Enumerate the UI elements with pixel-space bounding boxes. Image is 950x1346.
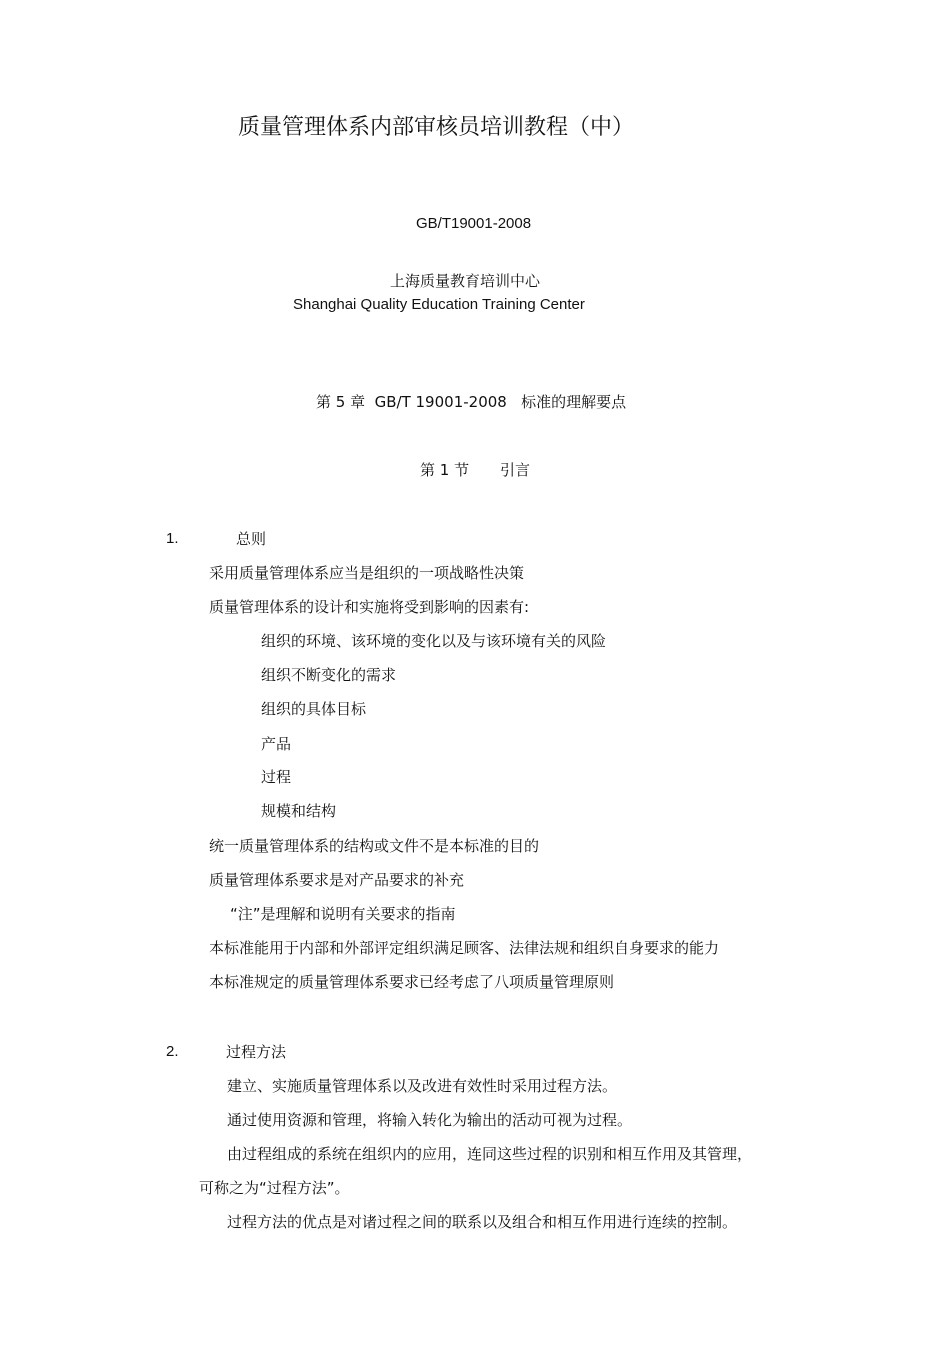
- page-title: 质量管理体系内部审核员培训教程（中）: [238, 115, 635, 140]
- paragraph: 通过使用资源和管理，将输入转化为输出的活动可视为过程。: [227, 1111, 633, 1129]
- paragraph: 采用质量管理体系应当是组织的一项战略性决策: [209, 564, 525, 582]
- paragraph: 建立、实施质量管理体系以及改进有效性时采用过程方法。: [227, 1077, 618, 1095]
- item-heading-1: 总则: [236, 530, 267, 548]
- org-name-en: Shanghai Quality Education Training Center: [293, 296, 585, 313]
- factor-item: 组织不断变化的需求: [261, 666, 397, 684]
- item-number-1: 1.: [166, 530, 179, 547]
- paragraph: 本标准规定的质量管理体系要求已经考虑了八项质量管理原则: [209, 973, 615, 991]
- paragraph: 本标准能用于内部和外部评定组织满足顾客、法律法规和组织自身要求的能力: [209, 939, 720, 957]
- item-heading-2: 过程方法: [226, 1043, 287, 1061]
- paragraph: 过程方法的优点是对诸过程之间的联系以及组合和相互作用进行连续的控制。: [227, 1213, 738, 1231]
- section-number: 第 1 节: [420, 461, 470, 479]
- factor-item: 过程: [261, 768, 292, 786]
- item-number-2: 2.: [166, 1043, 179, 1060]
- paragraph: 可称之为“过程方法”。: [199, 1179, 350, 1197]
- paragraph: 质量管理体系要求是对产品要求的补充: [209, 871, 465, 889]
- section-title: 引言: [500, 461, 531, 479]
- standard-code: GB/T19001-2008: [416, 215, 532, 232]
- chapter-heading: 第 5 章 GB/T 19001-2008 标准的理解要点: [316, 393, 627, 411]
- org-name-cn: 上海质量教育培训中心: [390, 272, 541, 290]
- factor-item: 规模和结构: [261, 802, 337, 820]
- factor-item: 组织的具体目标: [261, 700, 367, 718]
- paragraph: 质量管理体系的设计和实施将受到影响的因素有:: [209, 598, 530, 616]
- factor-item: 组织的环境、该环境的变化以及与该环境有关的风险: [261, 632, 607, 650]
- paragraph: 由过程组成的系统在组织内的应用，连同这些过程的识别和相互作用及其管理，: [227, 1145, 753, 1163]
- note-paragraph: “注”是理解和说明有关要求的指南: [230, 905, 456, 923]
- paragraph: 统一质量管理体系的结构或文件不是本标准的目的: [209, 837, 540, 855]
- factor-item: 产品: [261, 735, 292, 753]
